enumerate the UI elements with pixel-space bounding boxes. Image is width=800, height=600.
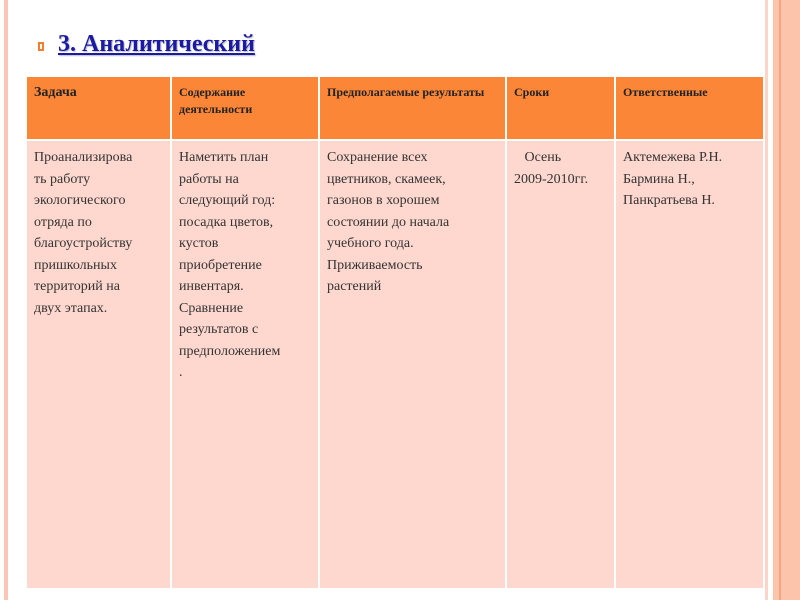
cell-responsible: Актемежева Р.Н. Бармина Н., Панкратьева Н. [615,140,764,589]
right-border-band [773,0,800,600]
bullet-icon [38,42,44,51]
cell-results: Сохранение всех цветников, скамеек, газонов в хорошем состоянии до начала учебного года. Приживаемость растений [319,140,506,589]
left-border-stripe [4,0,8,600]
header-results: Предполагаемые результаты [319,76,506,140]
cell-task: Проанализирова ть работу экологического отряда по благоустройству пришкольных территорий на двух этапах. [26,140,171,589]
header-content: Содержание деятельности [171,76,319,140]
table-header-row [26,76,764,140]
header-responsible: Ответственные [615,76,764,140]
plan-table [25,75,765,590]
header-task: Задача [26,76,171,140]
slide-title[interactable]: 3. Аналитический [58,31,255,57]
right-border-stripe [765,0,768,600]
slide-title-row [38,31,255,58]
cell-content: Наметить план работы на следующий год: посадка цветов, кустов приобретение инвентаря. Сравнение результатов с предположением . [171,140,319,589]
cell-dates: Осень 2009-2010гг. [506,140,615,589]
header-dates: Сроки [506,76,615,140]
right-border-line [779,0,781,600]
table-row [26,140,764,589]
